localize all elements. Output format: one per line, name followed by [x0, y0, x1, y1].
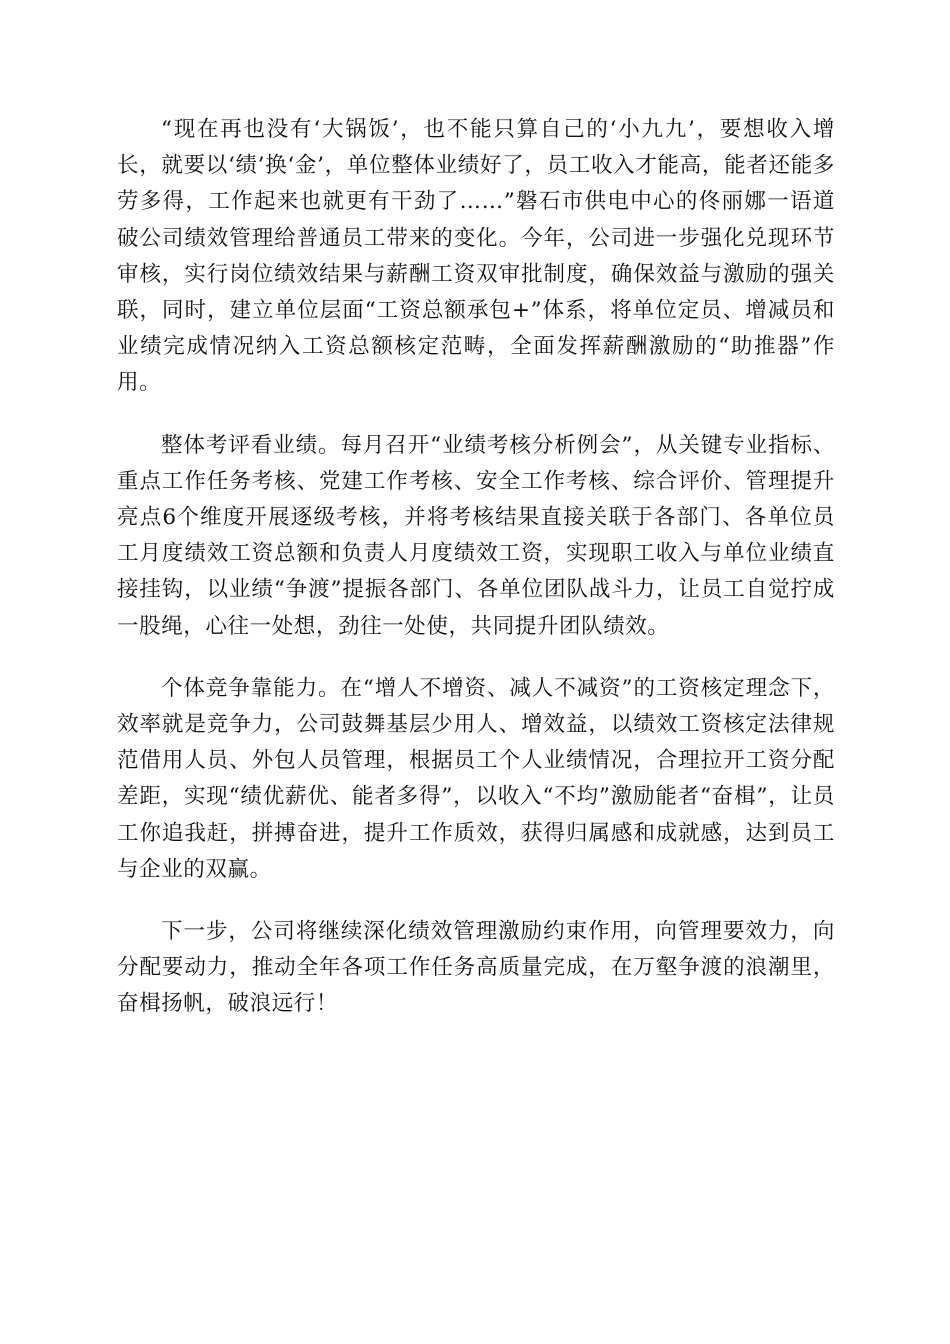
paragraph-3: 个体竞争靠能力。在“增人不增资、减人不减资”的工资核定理念下，效率就是竞争力，公司鼓舞基层少用人、增效益，以绩效工资核定法律规范借用人员、外包人员管理，根据员工个人业绩情况，合理拉开工资分配差距，实现“绩优薪优、能者多得”，以收入“不均”激励能者“奋楫”，让员工你追我赶，拼搏奋进，提升工作质效，获得归属感和成就感，达到员工与企业的双赢。: [117, 675, 835, 882]
paragraph-4: 下一步，公司将继续深化绩效管理激励约束作用，向管理要效力，向分配要动力，推动全年各项工作任务高质量完成，在万壑争渡的浪潮里，奋楫扬帆，破浪远行！: [117, 919, 835, 1017]
document-body: [117, 112, 835, 1049]
paragraph-2: 整体考评看业绩。每月召开“业绩考核分析例会”，从关键专业指标、重点工作任务考核、党建工作考核、安全工作考核、综合评价、管理提升亮点6个维度开展逐级考核，并将考核结果直接关联于各部门、各单位员工月度绩效工资总额和负责人月度绩效工资，实现职工收入与单位业绩直接挂钩，以业绩“争渡”提振各部门、各单位团队战斗力，让员工自觉拧成一股绳，心往一处想，劲往一处使，共同提升团队绩效。: [117, 432, 835, 639]
paragraph-1: “现在再也没有‘大锅饭’，也不能只算自己的‘小九九’，要想收入增长，就要以‘绩’换‘金’，单位整体业绩好了，员工收入才能高，能者还能多劳多得，工作起来也就更有干劲了……”磐石市供电中心的佟丽娜一语道破公司绩效管理给普通员工带来的变化。今年，公司进一步强化兑现环节审核，实行岗位绩效结果与薪酬工资双审批制度，确保效益与激励的强关联，同时，建立单位层面“工资总额承包+”体系，将单位定员、增减员和业绩完成情况纳入工资总额核定范畴，全面发挥薪酬激励的“助推器”作用。: [117, 117, 835, 396]
